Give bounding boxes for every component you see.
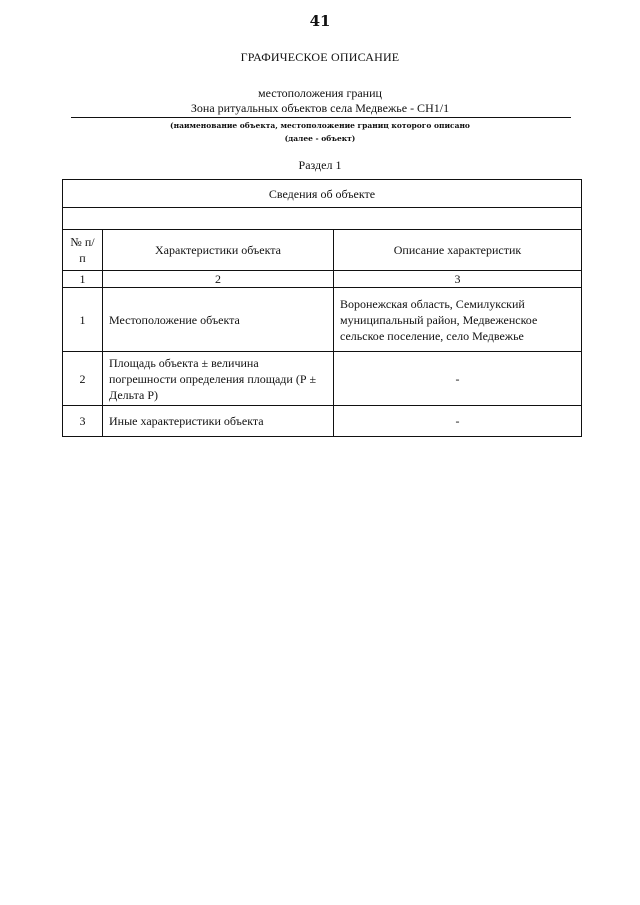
document-title: ГРАФИЧЕСКОЕ ОПИСАНИЕ — [240, 50, 400, 64]
row-number: 2 — [63, 352, 103, 406]
table-row — [63, 406, 582, 437]
subtitle-line-2: Зона ритуальных объектов села Медвежье - СН1/1 — [190, 101, 450, 115]
table-header-row — [63, 230, 582, 271]
row-number: 3 — [63, 406, 103, 437]
caption-line-1: (наименование объекта, местоположение границ которого описано — [170, 121, 470, 130]
header-description: Описание характеристик — [334, 230, 582, 271]
row-description: - — [334, 406, 582, 437]
row-description: Воронежская область, Семилукский муниципальный район, Медвеженское сельское поселение, село Медвежье — [334, 288, 582, 352]
row-characteristic: Площадь объекта ± величина погрешности определения площади (Р ± Дельта Р) — [103, 352, 334, 406]
table-title: Сведения об объекте — [63, 180, 582, 208]
row-characteristic: Иные характеристики объекта — [103, 406, 334, 437]
subtitle-line-1: местоположения границ — [258, 86, 382, 100]
section-heading: Раздел 1 — [298, 158, 342, 172]
row-description: - — [334, 352, 582, 406]
column-number-2: 2 — [103, 271, 334, 288]
table-row — [63, 288, 582, 352]
caption-line-2: (далее - объект) — [284, 134, 356, 143]
object-info-table — [62, 179, 582, 437]
table-empty-row — [63, 208, 582, 230]
header-characteristic: Характеристики объекта — [103, 230, 334, 271]
column-number-row — [63, 271, 582, 288]
row-characteristic: Местоположение объекта — [103, 288, 334, 352]
column-number-3: 3 — [334, 271, 582, 288]
table-row — [63, 352, 582, 406]
page-number: 41 — [309, 12, 331, 30]
row-number: 1 — [63, 288, 103, 352]
column-number-1: 1 — [63, 271, 103, 288]
header-number: № п/п — [63, 230, 103, 271]
subtitle-underline — [71, 117, 571, 118]
